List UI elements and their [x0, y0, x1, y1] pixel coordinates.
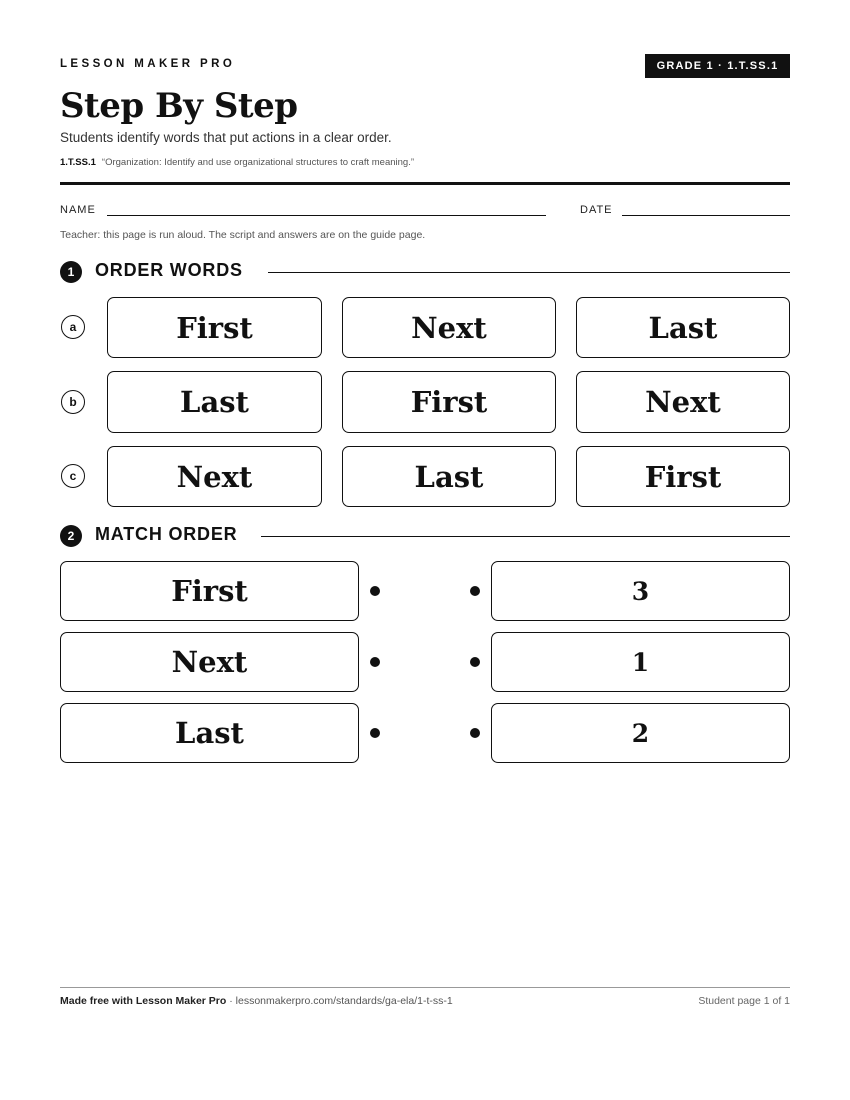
section-1-rule [268, 272, 790, 273]
teacher-note: Teacher: this page is run aloud. The script and answers are on the guide page. [60, 229, 426, 241]
section-1-number: 1 [60, 261, 82, 283]
match-dot-left-3[interactable] [370, 728, 380, 738]
section-2-title: MATCH ORDER [95, 524, 238, 544]
word-box-a1[interactable]: First [107, 297, 322, 358]
page-title: Step By Step [60, 86, 298, 126]
footer-page-number: Student page 1 of 1 [698, 995, 790, 1007]
word-box-b1[interactable]: Last [107, 371, 322, 433]
date-field-line[interactable] [622, 215, 790, 216]
row-b-letter: b [61, 390, 85, 414]
match-right-1[interactable]: 3 [491, 561, 790, 621]
word-box-b3[interactable]: Next [576, 371, 790, 433]
word-box-c1[interactable]: Next [107, 446, 322, 507]
page-subtitle: Students identify words that put actions in a clear order. [60, 130, 392, 145]
match-right-3[interactable]: 2 [491, 703, 790, 763]
word-box-c2[interactable]: Last [342, 446, 556, 507]
name-field-line[interactable] [107, 215, 546, 216]
footer-credit [60, 995, 453, 1007]
word-box-b2[interactable]: First [342, 371, 556, 433]
match-right-2[interactable]: 1 [491, 632, 790, 692]
match-dot-left-1[interactable] [370, 586, 380, 596]
row-a-letter: a [61, 315, 85, 339]
header-divider [60, 182, 790, 185]
standard-code: 1.T.SS.1 [60, 157, 96, 168]
standard-line [60, 157, 414, 168]
match-dot-right-1[interactable] [470, 586, 480, 596]
section-1-title: ORDER WORDS [95, 260, 243, 280]
standard-text: “Organization: Identify and use organizational structures to craft meaning.” [101, 157, 415, 168]
match-left-2[interactable]: Next [60, 632, 359, 692]
match-dot-right-3[interactable] [470, 728, 480, 738]
match-dot-left-2[interactable] [370, 657, 380, 667]
footer-url[interactable]: · lessonmakerpro.com/standards/ga-ela/1-t-ss-1 [226, 995, 453, 1007]
match-left-3[interactable]: Last [60, 703, 359, 763]
section-2-number: 2 [60, 525, 82, 547]
brand-name: LESSON MAKER PRO [60, 58, 236, 70]
match-dot-right-2[interactable] [470, 657, 480, 667]
word-box-a3[interactable]: Last [576, 297, 790, 358]
word-box-a2[interactable]: Next [342, 297, 556, 358]
word-box-c3[interactable]: First [576, 446, 790, 507]
date-label: DATE [580, 204, 613, 216]
row-c-letter: c [61, 464, 85, 488]
section-2-rule [261, 536, 790, 537]
footer-divider [60, 987, 790, 988]
name-label: NAME [60, 204, 96, 216]
match-left-1[interactable]: First [60, 561, 359, 621]
footer-made-with: Made free with Lesson Maker Pro [60, 995, 227, 1007]
grade-badge: GRADE 1 · 1.T.SS.1 [645, 54, 790, 78]
